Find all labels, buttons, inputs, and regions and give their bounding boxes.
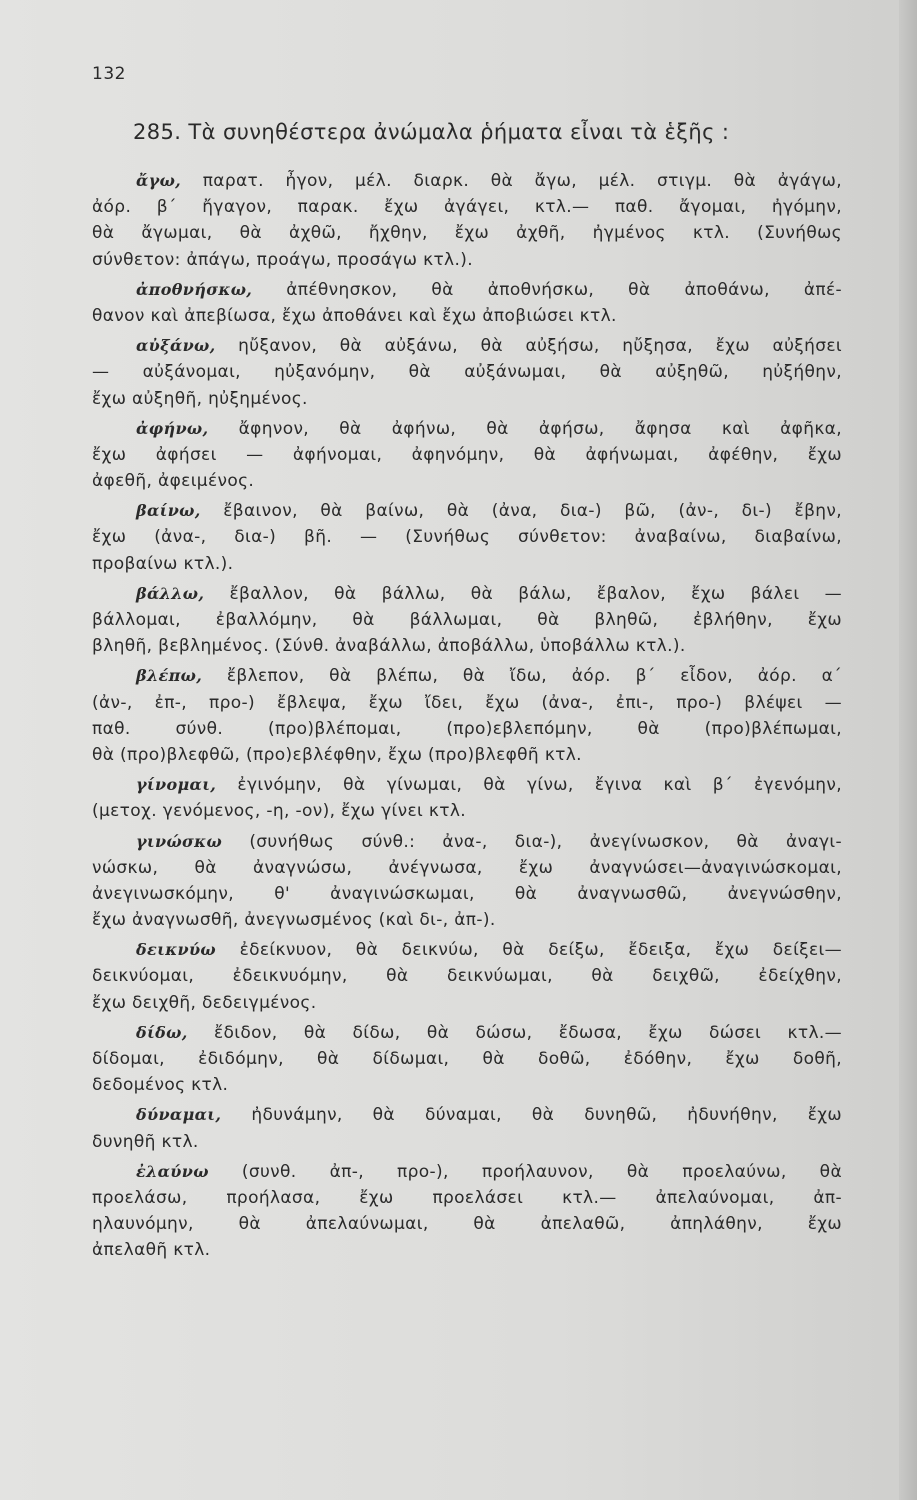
verb-entry-line [92,963,842,989]
verb-forms-text: ἔδιδον, θὰ δίδω, θὰ δώσω, ἔδωσα, ἔχω δώσει κτλ.— [187,1022,842,1043]
verb-forms-text: ἔχω ἀναγνωσθῆ, ἀνεγνωσμένος (καὶ δι-, ἀπ-). [92,910,496,931]
verb-forms-text: ἔβλεπον, θὰ βλέπω, θὰ ἴδω, ἀόρ. β΄ εἶδον, ἀόρ. α΄ [202,666,842,687]
verb-lemma: δύναμαι, [136,1105,222,1125]
verb-entry-line [92,855,842,881]
verb-entry-line [92,1020,842,1046]
verb-lemma: γίνομαι, [136,775,217,795]
verb-entry-line [92,690,842,716]
verb-entry-line [92,990,842,1016]
verb-entry [92,168,842,273]
verb-lemma: βάλλω, [136,583,205,603]
verb-entry [92,277,842,329]
verb-entry-line [92,1159,842,1185]
verb-forms-text: ἀπελαθῆ κτλ. [92,1240,211,1261]
verb-entry-line [92,1237,842,1263]
verb-forms-text: ἠδυνάμην, θὰ δύναμαι, θὰ δυνηθῶ, ἠδυνήθην, ἔχω [221,1105,842,1126]
page-edge [899,0,917,1500]
verb-entry-line [92,1102,842,1128]
verb-forms-text: ηὔξανον, θὰ αὐξάνω, θὰ αὐξήσω, ηὔξησα, ἔχω αὐξήσει [215,336,842,357]
verb-entry [92,416,842,495]
verb-entry-line [92,1046,842,1072]
verb-entry [92,663,842,768]
verb-entry-line [92,1185,842,1211]
verb-forms-text: παρατ. ἦγον, μέλ. διαρκ. θὰ ἄγω, μέλ. στιγμ. θὰ ἀγάγω, [181,171,842,191]
verb-entry [92,498,842,577]
verb-entry-line [92,829,842,855]
verb-forms-text: δεδομένος κτλ. [92,1075,229,1096]
verb-forms-text: ἔχω (ἀνα-, δια-) βῆ. — (Συνήθως σύνθετον: ἀναβαίνω, διαβαίνω, [92,527,842,548]
verb-entry [92,1102,842,1154]
verb-forms-text: ἔβαινον, θὰ βαίνω, θὰ (ἀνα, δια-) βῶ, (ἀν-, δι-) ἔβην, [200,501,842,522]
verb-forms-text: (συνθ. ἀπ-, προ-), προήλαυνον, θὰ προελαύνω, θὰ [208,1161,842,1182]
verb-forms-text: δυνηθῆ κτλ. [92,1131,199,1152]
verb-entry-line [92,1072,842,1098]
verb-entry-line [92,194,842,220]
verb-entry-line [92,907,842,933]
verb-lemma: δίδω, [136,1022,188,1042]
verb-entry-line [92,277,842,303]
verb-entry-line [92,1211,842,1237]
verb-entry [92,1159,842,1264]
verb-entry-line [92,247,842,273]
verb-lemma: βαίνω, [136,501,201,521]
verb-forms-text: ἀόρ. β΄ ἤγαγον, παρακ. ἔχω ἀγάγει, κτλ.— παθ. ἄγομαι, ἠγόμην, [92,197,842,218]
verb-lemma: βλέπω, [136,666,203,686]
verb-forms-text: (μετοχ. γενόμενος, -η, -ον), ἔχω γίνει κτλ. [92,801,466,822]
verb-forms-text: (ἀν-, ἐπ-, προ-) ἔβλεψα, ἔχω ἴδει, ἔχω (ἀνα-, ἐπι-, προ-) βλέψει — [92,692,842,713]
verb-lemma: γινώσκω [136,831,223,851]
verb-entry [92,772,842,824]
verb-forms-text: (συνήθως σύνθ.: ἀνα-, δια-), ἀνεγίνωσκον, θὰ ἀναγι- [222,831,842,852]
verb-entry-line [92,386,842,412]
verb-lemma: ἄγω, [136,171,182,190]
verb-entry-line [92,772,842,798]
verb-entry-line [92,937,842,963]
verb-entry-line [92,468,842,494]
verb-forms-text: προβαίνω κτλ.). [92,553,234,574]
verb-entry-line [92,716,842,742]
verb-entry-line [92,663,842,689]
verb-forms-text: ἔχω ἀφήσει — ἀφήνομαι, ἀφηνόμην, θὰ ἀφήνωμαι, ἀφέθην, ἔχω [92,444,842,465]
verb-entry-line [92,303,842,329]
verb-entry-line [92,607,842,633]
verb-forms-text: ἔχω αὐξηθῆ, ηὐξημένος. [92,388,308,409]
verb-entry-line [92,581,842,607]
verb-entry-line [92,168,842,194]
verb-lemma: αὐξάνω, [136,336,216,356]
verb-forms-text: ἀνεγινωσκόμην, θ' ἀναγινώσκωμαι, θὰ ἀναγνωσθῶ, ἀνεγνώσθην, [92,883,842,904]
verb-entry-line [92,359,842,385]
verb-entry-line [92,333,842,359]
verb-entry-line [92,798,842,824]
verb-forms-text: ἔβαλλον, θὰ βάλλω, θὰ βάλω, ἔβαλον, ἔχω βάλει — [204,583,842,604]
verb-forms-text: ἀπέθνησκον, θὰ ἀποθνήσκω, θὰ ἀποθάνω, ἀπέ- [252,279,842,300]
section-heading: 285. Τὰ συνηθέστερα ἀνώμαλα ῥήματα εἶναι τὰ ἑξῆς : [133,120,730,144]
verb-entry-line [92,416,842,442]
verb-entry-line [92,442,842,468]
verb-forms-text: βληθῆ, βεβλημένος. (Σύνθ. ἀναβάλλω, ἀποβάλλω, ὑποβάλλω κτλ.). [92,636,686,657]
verb-list [92,168,842,1268]
verb-forms-text: δίδομαι, ἐδιδόμην, θὰ δίδωμαι, θὰ δοθῶ, ἐδόθην, ἔχω δοθῆ, [92,1049,842,1069]
verb-forms-text: ἀφεθῆ, ἀφειμένος. [92,471,255,492]
verb-entry-line [92,1129,842,1155]
verb-lemma: δεικνύω [136,940,217,960]
verb-forms-text: ἔχω δειχθῆ, δεδειγμένος. [92,992,317,1013]
page-number: 132 [92,64,126,84]
verb-forms-text: παθ. σύνθ. (προ)βλέπομαι, (προ)εβλεπόμην, θὰ (προ)βλέπωμαι, [92,718,842,739]
verb-forms-text: θὰ ἄγωμαι, θὰ ἀχθῶ, ἤχθην, ἔχω ἀχθῆ, ἠγμένος κτλ. (Συνήθως [92,223,842,244]
verb-forms-text: βάλλομαι, ἐβαλλόμην, θὰ βάλλωμαι, θὰ βληθῶ, ἐβλήθην, ἔχω [92,610,842,630]
verb-entry-line [92,633,842,659]
verb-entry-line [92,551,842,577]
verb-entry [92,829,842,934]
verb-forms-text: δεικνύομαι, ἐδεικνυόμην, θὰ δεικνύωμαι, θὰ δειχθῶ, ἐδείχθην, [92,966,842,987]
verb-forms-text: θανον καὶ ἀπεβίωσα, ἔχω ἀποθάνει καὶ ἔχω ἀποβιώσει κτλ. [92,305,617,326]
verb-entry-line [92,524,842,550]
verb-forms-text: ἐγινόμην, θὰ γίνωμαι, θὰ γίνω, ἔγινα καὶ β΄ ἐγενόμην, [216,775,842,796]
verb-lemma: ἐλαύνω [136,1161,209,1181]
verb-entry-line [92,742,842,768]
verb-entry-line [92,220,842,246]
verb-entry [92,937,842,1016]
verb-forms-text: ἐδείκνυον, θὰ δεικνύω, θὰ δείξω, ἔδειξα, ἔχω δείξει— [216,940,842,961]
verb-forms-text: νώσκω, θὰ ἀναγνώσω, ἀνέγνωσα, ἔχω ἀναγνώσει—ἀναγινώσκομαι, [92,857,842,878]
verb-entry [92,1020,842,1099]
verb-lemma: ἀποθνήσκω, [136,279,253,299]
verb-forms-text: — αὐξάνομαι, ηὐξανόμην, θὰ αὐξάνωμαι, θὰ αὐξηθῶ, ηὐξήθην, [92,362,842,383]
verb-entry [92,333,842,412]
verb-entry-line [92,498,842,524]
verb-forms-text: θὰ (προ)βλεφθῶ, (προ)εβλέφθην, ἔχω (προ)βλεφθῆ κτλ. [92,744,582,765]
verb-forms-text: ἄφηνον, θὰ ἀφήνω, θὰ ἀφήσω, ἄφησα καὶ ἀφῆκα, [208,418,842,439]
verb-forms-text: ηλαυνόμην, θὰ ἀπελαύνωμαι, θὰ ἀπελαθῶ, ἀπηλάθην, ἔχω [92,1214,842,1235]
verb-forms-text: προελάσω, προήλασα, ἔχω προελάσει κτλ.— ἀπελαύνομαι, ἀπ- [92,1187,842,1208]
verb-forms-text: σύνθετον: ἀπάγω, προάγω, προσάγω κτλ.). [92,249,473,270]
verb-entry-line [92,881,842,907]
verb-lemma: ἀφήνω, [136,418,209,438]
verb-entry [92,581,842,660]
